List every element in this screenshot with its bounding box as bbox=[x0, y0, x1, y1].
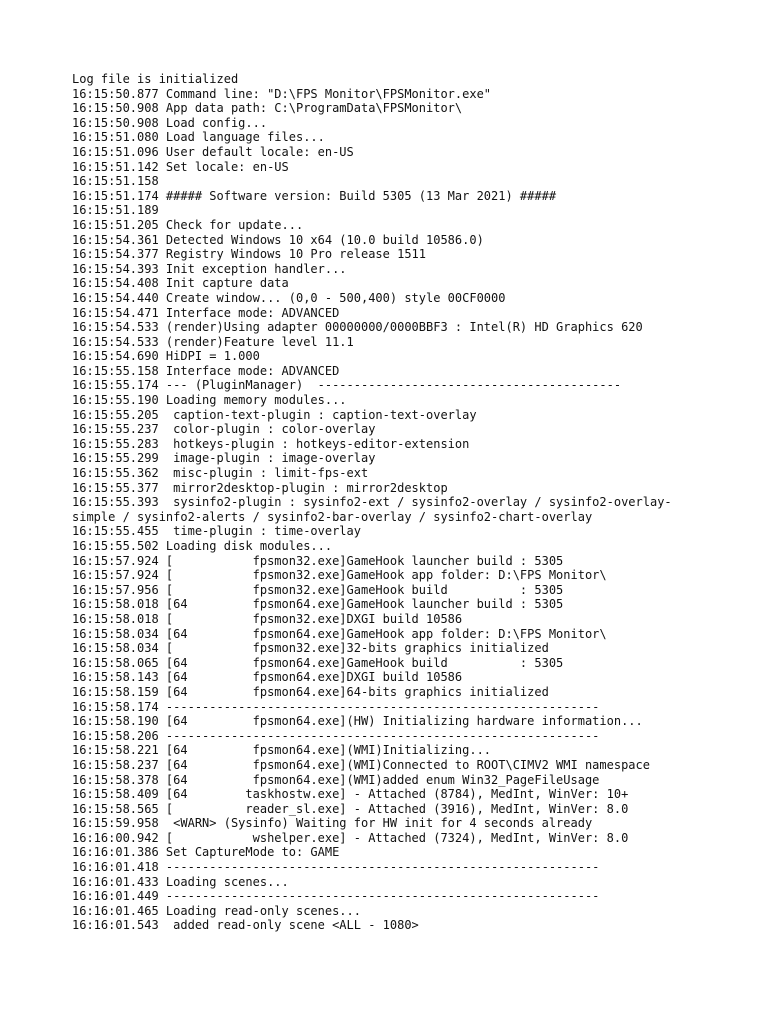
log-line: 16:15:54.471 Interface mode: ADVANCED bbox=[72, 305, 340, 320]
log-line: 16:15:58.065 [64 fpsmon64.exe]GameHook build : 5305 bbox=[72, 655, 564, 670]
log-line: 16:15:55.158 Interface mode: ADVANCED bbox=[72, 363, 340, 378]
log-line: 16:15:54.377 Registry Windows 10 Pro release 1511 bbox=[72, 247, 427, 262]
log-line: 16:15:54.408 Init capture data bbox=[72, 276, 289, 291]
log-line: 16:15:54.690 HiDPI = 1.000 bbox=[72, 349, 260, 364]
log-line: 16:15:51.142 Set locale: en-US bbox=[72, 159, 289, 174]
log-line: 16:15:58.221 [64 fpsmon64.exe](WMI)Initializing... bbox=[72, 743, 492, 758]
log-line: 16:15:51.096 User default locale: en-US bbox=[72, 144, 354, 159]
log-line: 16:15:55.502 Loading disk modules... bbox=[72, 539, 333, 553]
log-line: 16:15:58.565 [ reader_sl.exe] - Attached (3916), MedInt, WinVer: 8.0 bbox=[72, 801, 629, 816]
log-line: 16:15:58.378 [64 fpsmon64.exe](WMI)added enum Win32_PageFileUsage bbox=[72, 772, 600, 787]
log-line: 16:15:54.440 Create window... (0,0 - 500,400) style 00CF0000 bbox=[72, 290, 506, 305]
log-line: 16:15:51.174 ##### Software version: Build 5305 (13 Mar 2021) ##### bbox=[72, 188, 557, 203]
log-line: 16:15:54.533 (render)Feature level 11.1 bbox=[72, 334, 354, 349]
log-line: 16:16:01.418 ------------------------------------------------------------ bbox=[72, 860, 600, 875]
log-line: 16:15:54.533 (render)Using adapter 00000000/0000BBF3 : Intel(R) HD Graphics 620 bbox=[72, 320, 643, 335]
log-line: 16:15:51.080 Load language files... bbox=[72, 130, 325, 145]
log-line: 16:16:00.942 [ wshelper.exe] - Attached (7324), MedInt, WinVer: 8.0 bbox=[72, 830, 629, 845]
log-line: 16:15:51.205 Check for update... bbox=[72, 217, 304, 232]
log-text-body bbox=[72, 72, 712, 933]
log-line: 16:16:01.465 Loading read-only scenes... bbox=[72, 903, 361, 918]
log-line: 16:15:50.908 App data path: C:\ProgramData\FPSMonitor\ bbox=[72, 101, 463, 116]
log-line: 16:15:58.018 [ fpsmon32.exe]DXGI build 10586 bbox=[72, 611, 463, 626]
log-line: 16:15:58.190 [64 fpsmon64.exe](HW) Initializing hardware information... bbox=[72, 714, 643, 729]
log-line: 16:15:58.159 [64 fpsmon64.exe]64-bits graphics initialized bbox=[72, 684, 549, 699]
log-line: 16:15:55.362 misc-plugin : limit-fps-ext bbox=[72, 466, 369, 481]
log-line: 16:15:51.189 bbox=[72, 203, 159, 218]
log-line: 16:15:55.393 sysinfo2-plugin : sysinfo2-ext / sysinfo2-overlay / sysinfo2-overlay- bbox=[72, 495, 672, 510]
log-line: simple / sysinfo2-alerts / sysinfo2-bar-overlay / sysinfo2-chart-overlay bbox=[72, 509, 593, 524]
log-line: Log file is initialized bbox=[72, 72, 239, 86]
log-line: 16:15:51.158 bbox=[72, 174, 159, 189]
log-line: 16:15:58.034 [64 fpsmon64.exe]GameHook app folder: D:\FPS Monitor\ bbox=[72, 626, 607, 641]
log-line: 16:15:58.174 ------------------------------------------------------------ bbox=[72, 699, 600, 714]
log-line: 16:15:57.924 [ fpsmon32.exe]GameHook launcher build : 5305 bbox=[72, 553, 564, 568]
log-line: 16:16:01.386 Set CaptureMode to: GAME bbox=[72, 845, 340, 860]
log-line: 16:15:59.958 <WARN> (Sysinfo) Waiting for HW init for 4 seconds already bbox=[72, 816, 593, 831]
log-line: 16:15:55.455 time-plugin : time-overlay bbox=[72, 524, 361, 539]
log-line: 16:16:01.433 Loading scenes... bbox=[72, 874, 289, 889]
log-line: 16:15:58.206 ------------------------------------------------------------ bbox=[72, 728, 600, 743]
log-line: 16:15:58.143 [64 fpsmon64.exe]DXGI build 10586 bbox=[72, 670, 463, 685]
log-line: 16:15:58.034 [ fpsmon32.exe]32-bits graphics initialized bbox=[72, 641, 549, 656]
log-line: 16:15:58.237 [64 fpsmon64.exe](WMI)Connected to ROOT\CIMV2 WMI namespace bbox=[72, 757, 650, 772]
log-line: 16:15:55.205 caption-text-plugin : caption-text-overlay bbox=[72, 407, 477, 422]
log-line: 16:15:55.377 mirror2desktop-plugin : mirror2desktop bbox=[72, 480, 448, 495]
log-line: 16:15:55.190 Loading memory modules... bbox=[72, 393, 347, 408]
log-line: 16:15:55.283 hotkeys-plugin : hotkeys-editor-extension bbox=[72, 436, 470, 451]
log-line: 16:15:50.877 Command line: "D:\FPS Monitor\FPSMonitor.exe" bbox=[72, 86, 492, 101]
log-line: 16:15:57.956 [ fpsmon32.exe]GameHook build : 5305 bbox=[72, 582, 564, 597]
log-line: 16:15:58.018 [64 fpsmon64.exe]GameHook launcher build : 5305 bbox=[72, 597, 564, 612]
log-line: 16:15:54.361 Detected Windows 10 x64 (10.0 build 10586.0) bbox=[72, 232, 484, 247]
log-line: 16:15:55.174 --- (PluginManager) ------------------------------------------ bbox=[72, 378, 622, 393]
log-line: 16:15:58.409 [64 taskhostw.exe] - Attached (8784), MedInt, WinVer: 10+ bbox=[72, 787, 629, 802]
log-line: 16:16:01.449 ------------------------------------------------------------ bbox=[72, 889, 600, 904]
log-line: 16:15:50.908 Load config... bbox=[72, 115, 268, 130]
log-line: 16:15:55.299 image-plugin : image-overlay bbox=[72, 451, 376, 466]
log-line: 16:15:54.393 Init exception handler... bbox=[72, 261, 347, 276]
log-line: 16:15:55.237 color-plugin : color-overlay bbox=[72, 422, 376, 437]
log-line: 16:15:57.924 [ fpsmon32.exe]GameHook app folder: D:\FPS Monitor\ bbox=[72, 568, 607, 583]
log-line: 16:16:01.543 added read-only scene <ALL - 1080> bbox=[72, 918, 419, 933]
